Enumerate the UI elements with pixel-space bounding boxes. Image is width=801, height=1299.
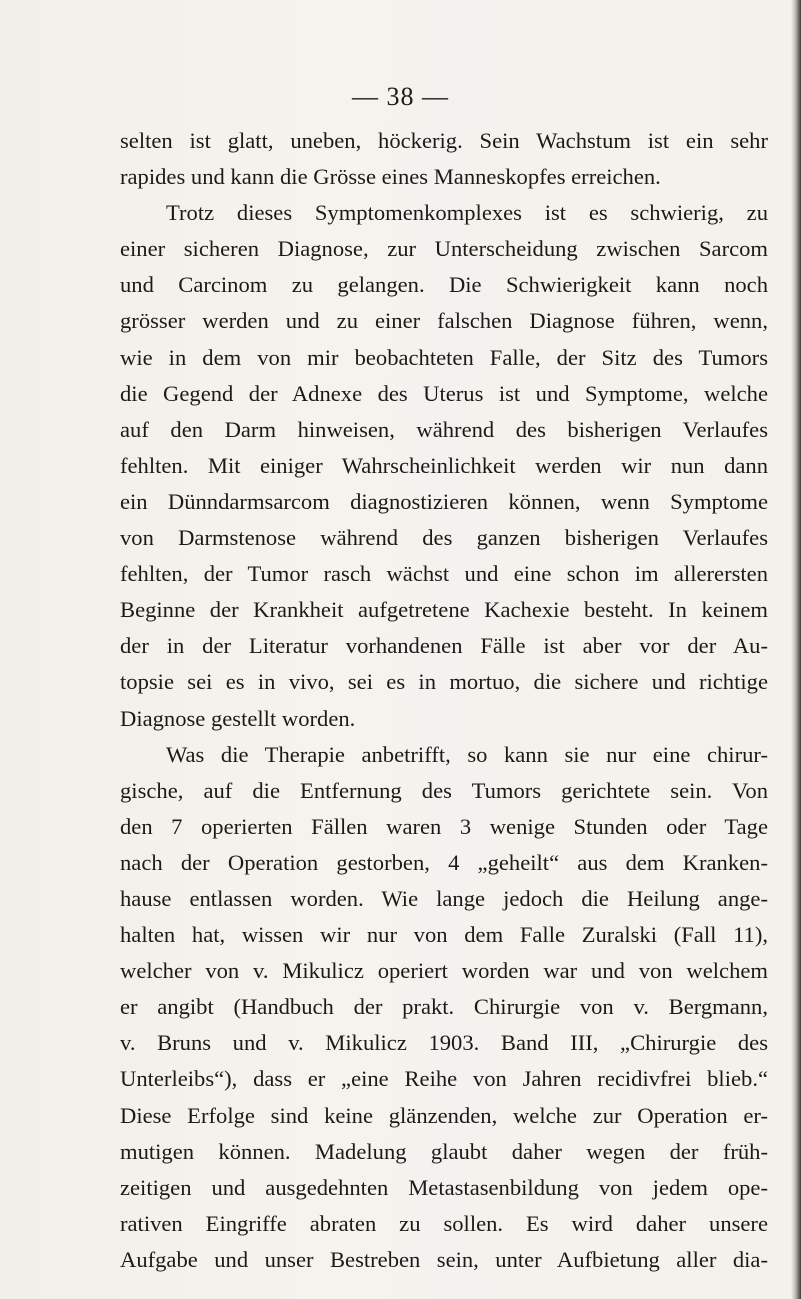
- text-line: Was die Therapie anbetrifft, so kann sie nur eine chirur-: [166, 741, 768, 767]
- text-line: fehlten. Mit einiger Wahrscheinlichkeit werden wir nun dann: [120, 452, 768, 478]
- text-line: mutigen können. Madelung glaubt daher wegen der früh-: [120, 1138, 768, 1164]
- text-line: rativen Eingriffe abraten zu sollen. Es wird daher unsere: [120, 1210, 768, 1236]
- page-edge-shadow: [791, 0, 801, 1299]
- text-line: den 7 operierten Fällen waren 3 wenige Stunden oder Tage: [120, 813, 768, 839]
- text-line: hause entlassen worden. Wie lange jedoch die Heilung ange-: [120, 885, 768, 911]
- text-line: rapides und kann die Grösse eines Manneskopfes erreichen.: [120, 164, 661, 190]
- text-line: einer sicheren Diagnose, zur Unterscheidung zwischen Sarcom: [120, 236, 768, 262]
- text-line: v. Bruns und v. Mikulicz 1903. Band III, „Chirurgie des: [120, 1030, 768, 1056]
- text-line: gische, auf die Entfernung des Tumors gerichtete sein. Von: [120, 777, 768, 803]
- text-line: von Darmstenose während des ganzen bisherigen Verlaufes: [120, 525, 768, 551]
- text-line: die Gegend der Adnexe des Uterus ist und Symptome, welche: [120, 380, 768, 406]
- text-line: er angibt (Handbuch der prakt. Chirurgie von v. Bergmann,: [120, 994, 768, 1020]
- text-line: Aufgabe und unser Bestreben sein, unter Aufbietung aller dia-: [120, 1246, 768, 1272]
- body-text: [120, 123, 768, 1278]
- text-line: zeitigen und ausgedehnten Metastasenbildung von jedem ope-: [120, 1174, 768, 1200]
- text-line: auf den Darm hinweisen, während des bisherigen Verlaufes: [120, 416, 768, 442]
- text-line: der in der Literatur vorhandenen Fälle ist aber vor der Au-: [120, 633, 768, 659]
- text-line: Unterleibs“), dass er „eine Reihe von Jahren recidivfrei blieb.“: [120, 1066, 768, 1092]
- text-line: Trotz dieses Symptomenkomplexes ist es schwierig, zu: [166, 200, 768, 226]
- text-line: wie in dem von mir beobachteten Falle, der Sitz des Tumors: [120, 344, 768, 370]
- page-number: — 38 —: [352, 82, 449, 111]
- text-line: nach der Operation gestorben, 4 „geheilt“ aus dem Kranken-: [120, 849, 768, 875]
- text-line: Diagnose gestellt worden.: [120, 705, 356, 731]
- text-line: welcher von v. Mikulicz operiert worden war und von welchem: [120, 958, 768, 984]
- text-line: topsie sei es in vivo, sei es in mortuo, die sichere und richtige: [120, 669, 768, 695]
- text-line: selten ist glatt, uneben, höckerig. Sein Wachstum ist ein sehr: [120, 128, 768, 153]
- text-line: und Carcinom zu gelangen. Die Schwierigkeit kann noch: [120, 272, 768, 298]
- text-line: Diese Erfolge sind keine glänzenden, welche zur Operation er-: [120, 1102, 768, 1128]
- text-line: halten hat, wissen wir nur von dem Falle Zuralski (Fall 11),: [120, 922, 768, 948]
- text-line: ein Dünndarmsarcom diagnostizieren können, wenn Symptome: [120, 488, 768, 514]
- text-line: Beginne der Krankheit aufgetretene Kachexie besteht. In keinem: [120, 597, 768, 623]
- text-line: fehlten, der Tumor rasch wächst und eine schon im allerersten: [120, 561, 768, 587]
- text-line: grösser werden und zu einer falschen Diagnose führen, wenn,: [120, 308, 768, 334]
